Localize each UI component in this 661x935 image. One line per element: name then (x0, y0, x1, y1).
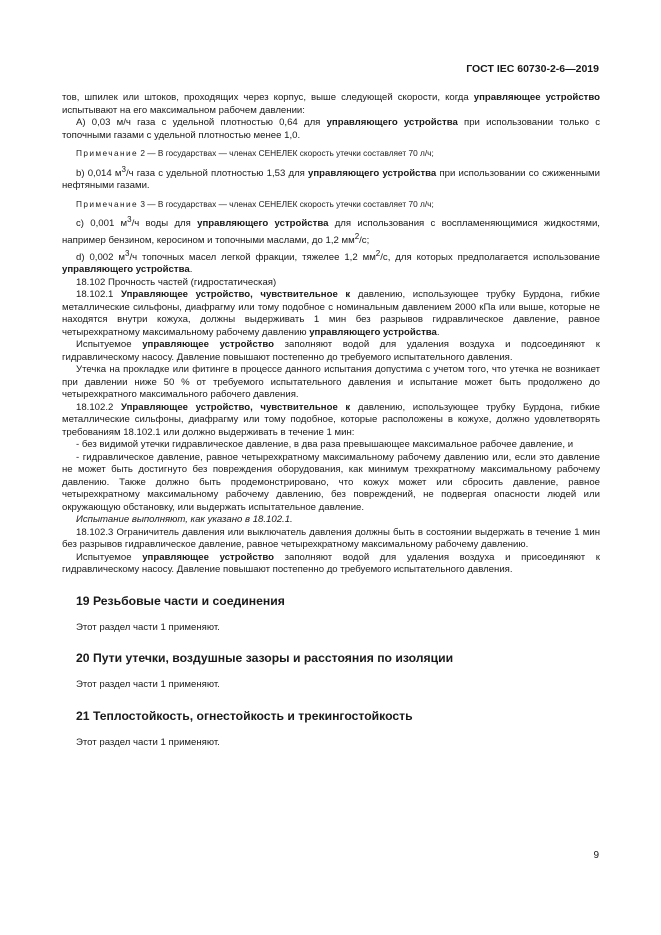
paragraph: 18.102.3 Ограничитель давления или выключатель давления должны быть в состоянии выдержать в течение 1 мин без разрывов гидравлическое давление, равное четырехкратному максимальному рабочему давлению. (62, 526, 600, 551)
section-text: Этот раздел части 1 применяют. (76, 621, 220, 633)
page-body (62, 92, 600, 751)
note: Примечание 2 — В государствах — членах СЕНЕЛЕК скорость утечки составляет 70 л/ч; (76, 148, 434, 158)
note: Примечание 3 — В государствах — членах СЕНЕЛЕК скорость утечки составляет 70 л/ч; (76, 198, 434, 209)
paragraph: А) 0,03 м/ч газа с удельной плотностью 0,64 для управляющего устройства при использовании только с топочными газами с удельной плотностью менее 1,0. (62, 117, 600, 141)
list-item: - без видимой утечки гидравлическое давление, в два раза превышающее максимальное рабочее давление, и (76, 439, 574, 451)
section-text: Этот раздел части 1 применяют. (76, 679, 220, 691)
section-text: Этот раздел части 1 применяют. (76, 736, 220, 748)
paragraph: Испытание выполняют, как указано в 18.102.1. (76, 514, 293, 526)
paragraph: 18.102.2 Управляющее устройство, чувствительное к давлению, использующее трубку Бурдона, гибкие металлические сильфоны, диафрагму или тому подобное, которые расположены в кожухе, должно удовлетворять требованиям 18.102.1 или должно выдерживать в течение 1 мин: (62, 401, 601, 438)
paragraph: b) 0,014 $м^3/ч$ газа с удельной плотностью 1,53 для управляющего устройства при использовании со сжиженными нефтяными газами. (62, 164, 601, 192)
section-heading: 20 Пути утечки, воздушные зазоры и расстояния по изоляции (76, 651, 454, 666)
paragraph: тов, шпилек или штоков, проходящих через корпус, выше следующей скорости, когда управляющее устройство испытывают на его максимальном рабочем давлении: (62, 92, 600, 116)
section-heading: 21 Теплостойкость, огнестойкость и трекингостойкость (76, 708, 413, 723)
list-item: - гидравлическое давление, равное четырехкратному максимальному рабочему давлению или, если это давление не может быть достигнуто без повреждения оборудования, как минимум трехкратному максимальному рабочему давлению. Также должно быть продемонстрировано, что кожух может или сбросить давление, равное четырехкратному максимальному рабочему давлению, без повреждений, не подвергая опасности людей или окружающую обстановку, или выдержать испытательное давление. (62, 451, 600, 513)
paragraph: Испытуемое управляющее устройство заполняют водой для удаления воздуха и присоединяют к гидравлическому насосу. Давление повышают постепенно до требуемого испытательного давления. (62, 551, 600, 576)
paragraph: d) 0,002 $м^3/ч$ топочных масел легкой фракции, тяжелее 1,2 $мм^2/c$, для которых предполагается использование управляющего устройства. (62, 248, 601, 276)
page-number: 9 (593, 850, 599, 861)
section-heading: 19 Резьбовые части и соединения (76, 593, 285, 608)
paragraph: 18.102 Прочность частей (гидростатическая) (76, 276, 277, 288)
document-code: ГОСТ IEC 60730-2-6—2019 (466, 63, 599, 75)
paragraph: 18.102.1 Управляющее устройство, чувствительное к давлению, использующее трубку Бурдона, гибкие металлические сильфоны, диафрагму или тому подобное с номинальным давлением 2000 кПа или выше, которые не находятся внутри кожуха, должны выдерживать 1 мин без разрывов гидравлическое давление, равное четырехкратному максимальному рабочему давлению управляющего устройства. (62, 289, 601, 338)
paragraph: Испытуемое управляющее устройство заполняют водой для удаления воздуха и подсоединяют к гидравлическому насосу. Давление повышают постепенно до требуемого испытательного давления. (62, 339, 600, 363)
paragraph: Утечка на прокладке или фитинге в процессе данного испытания допустима с учетом того, что утечка не возникает при давлении ниже 50 % от требуемого испытательного давления и испытание может быть продолжено до четырехкратного максимального рабочего давления. (62, 364, 600, 401)
paragraph: c) 0,001 $м^3/ч$ воды для управляющего устройства для использования с воспламеняющимися жидкостями, например бензином, керосином и топочными маслами, до 1,2 $мм^2/c$; (62, 215, 600, 247)
